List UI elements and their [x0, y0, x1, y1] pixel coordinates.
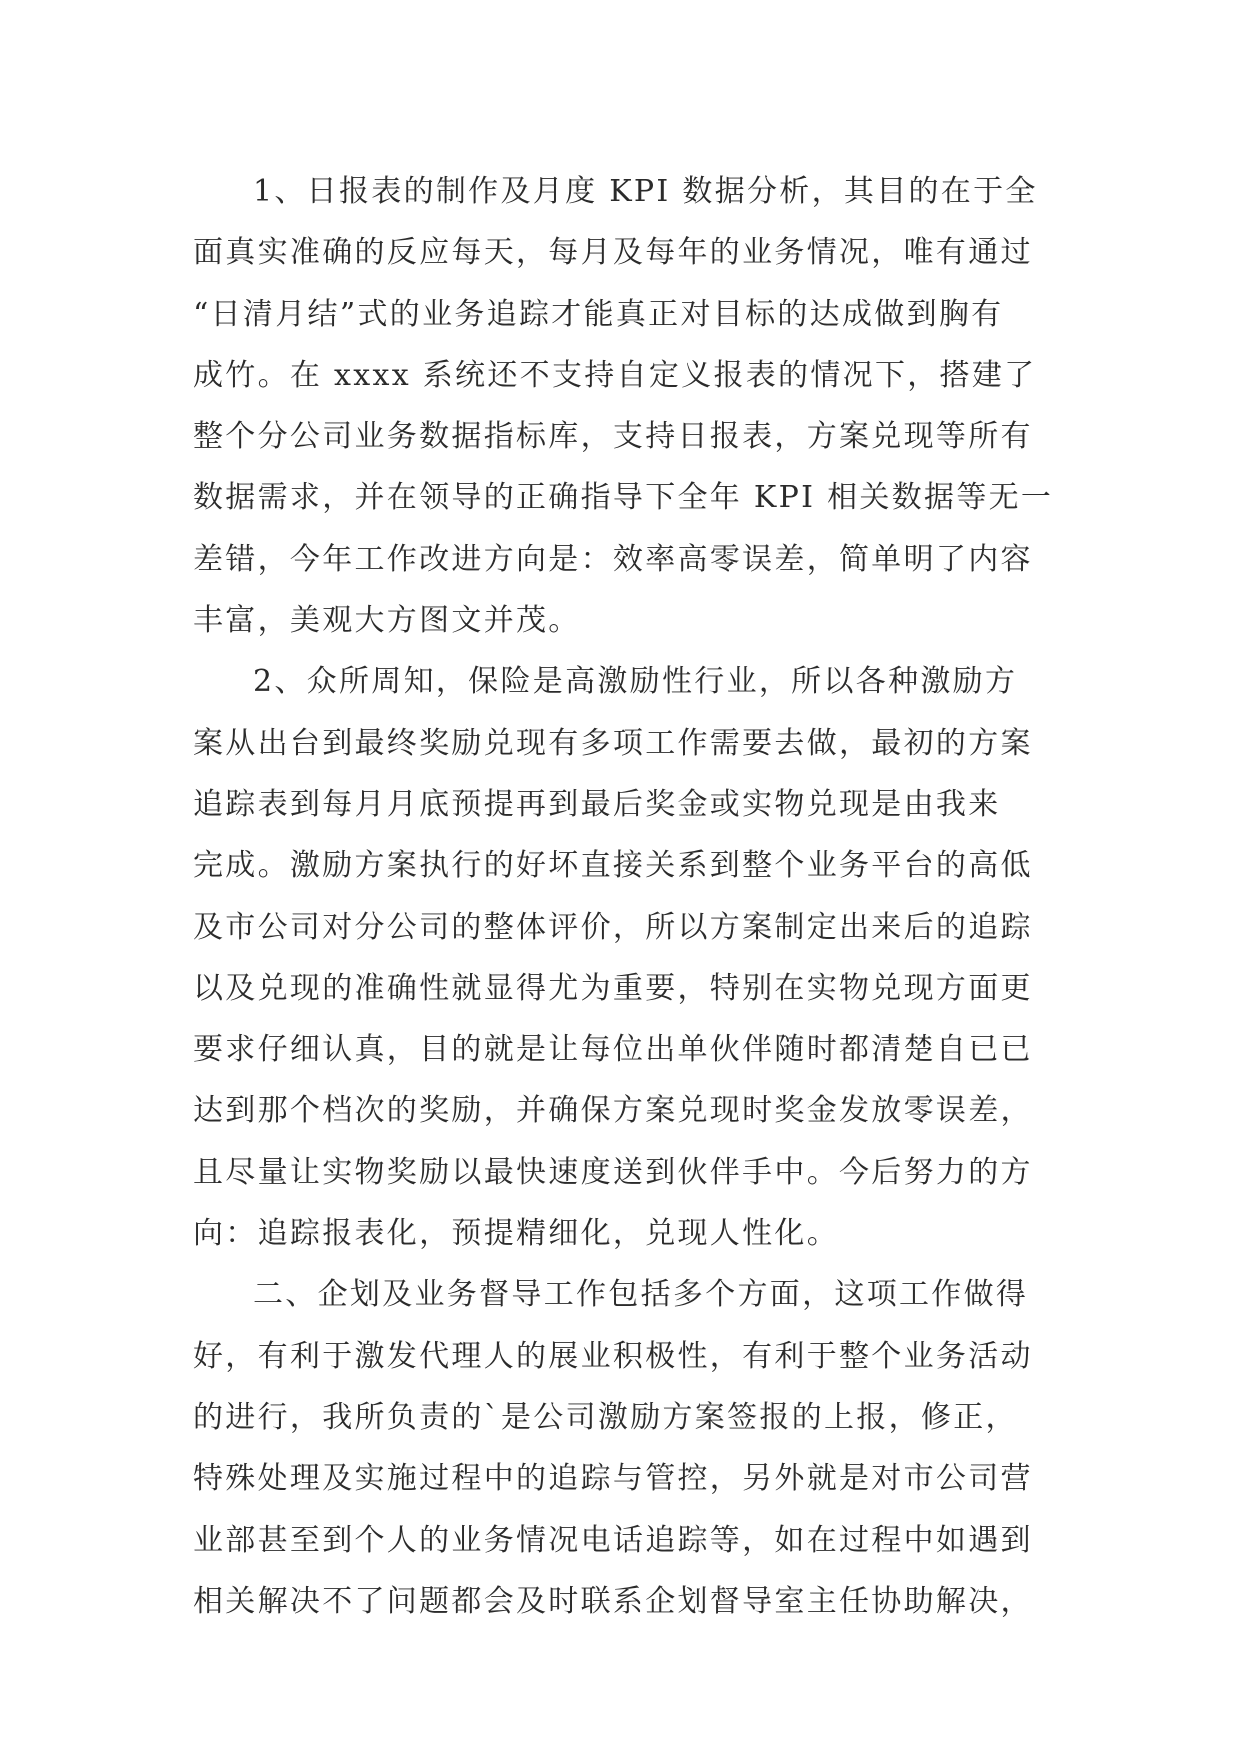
- paragraph-line: “日清月结”式的业务追踪才能真正对目标的达成做到胸有: [193, 296, 1004, 332]
- paragraph-line: 追踪表到每月月底预提再到最后奖金或实物兑现是由我来: [193, 786, 1001, 822]
- paragraph-line: 的进行，我所负责的`是公司激励方案签报的上报，修正，: [193, 1399, 1018, 1435]
- paragraph-line: 2、众所周知，保险是高激励性行业，所以各种激励方: [253, 664, 1018, 700]
- document-body: [193, 161, 1053, 1632]
- paragraph-line: 整个分公司业务数据指标库，支持日报表，方案兑现等所有: [193, 419, 1033, 455]
- paragraph-line: 向：追踪报表化，预提精细化，兑现人性化。: [193, 1216, 839, 1252]
- paragraph-line: 特殊处理及实施过程中的追踪与管控，另外就是对市公司营: [193, 1461, 1033, 1497]
- paragraph-line: 达到那个档次的奖励，并确保方案兑现时奖金发放零误差，: [193, 1093, 1033, 1129]
- paragraph-line: 差错，今年工作改进方向是：效率高零误差，简单明了内容: [193, 541, 1033, 577]
- paragraph-line: 且尽量让实物奖励以最快速度送到伙伴手中。今后努力的方: [193, 1154, 1033, 1190]
- paragraph-line: 二、企划及业务督导工作包括多个方面，这项工作做得: [253, 1277, 1029, 1313]
- paragraph-line: 面真实准确的反应每天，每月及每年的业务情况，唯有通过: [193, 235, 1033, 271]
- paragraph-line: 完成。激励方案执行的好坏直接关系到整个业务平台的高低: [193, 848, 1033, 884]
- paragraph-line: 数据需求，并在领导的正确指导下全年 KPI 相关数据等无一: [193, 480, 1054, 516]
- paragraph-line: 丰富，美观大方图文并茂。: [193, 603, 581, 639]
- paragraph-line: 及市公司对分公司的整体评价，所以方案制定出来后的追踪: [193, 909, 1033, 945]
- paragraph-line: 以及兑现的准确性就显得尤为重要，特别在实物兑现方面更: [193, 970, 1033, 1006]
- paragraph-line: 要求仔细认真，目的就是让每位出单伙伴随时都清楚自已已: [193, 1032, 1033, 1068]
- paragraph-line: 好，有利于激发代理人的展业积极性，有利于整个业务活动: [193, 1338, 1033, 1374]
- paragraph-line: 成竹。在 xxxx 系统还不支持自定义报表的情况下，搭建了: [193, 357, 1037, 393]
- paragraph-line: 相关解决不了问题都会及时联系企划督导室主任协助解决，: [193, 1583, 1033, 1619]
- paragraph-line: 案从出台到最终奖励兑现有多项工作需要去做，最初的方案: [193, 725, 1033, 761]
- paragraph-line: 业部甚至到个人的业务情况电话追踪等，如在过程中如遇到: [193, 1522, 1033, 1558]
- paragraph-line: 1、日报表的制作及月度 KPI 数据分析，其目的在于全: [253, 174, 1038, 209]
